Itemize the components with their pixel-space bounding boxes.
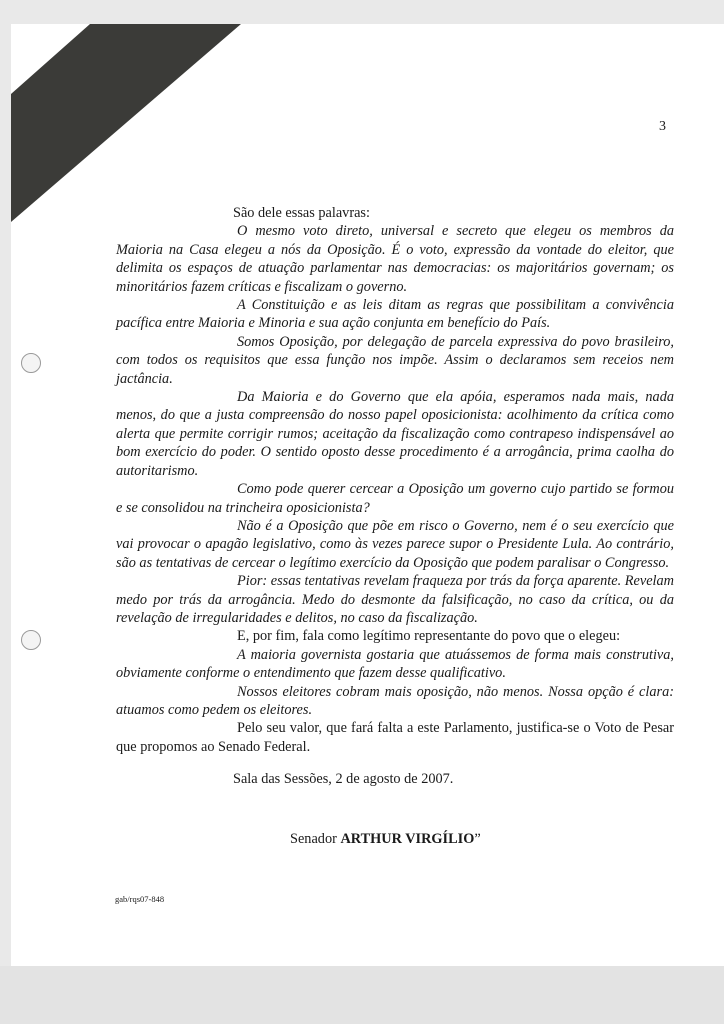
intro-line: São dele essas palavras: <box>233 205 370 221</box>
closing-line: Sala das Sessões, 2 de agosto de 2007. <box>233 771 454 787</box>
quote-paragraph: Como pode querer cercear a Oposição um governo cujo partido se formou e se consolidou na trincheira oposicionista? <box>116 481 674 516</box>
quote-paragraph: O mesmo voto direto, universal e secreto que elegeu os membros da Maioria na Casa elegeu a nós da Oposição. É o voto, expressão da vontade do eleitor, que delimita os espaços de atuação parlamentar nas democracias: os majoritários governam; os minoritários fazem críticas e fiscalizam o governo. <box>116 223 674 295</box>
signature-block <box>290 831 481 848</box>
quote-paragraph: Somos Oposição, por delegação de parcela expressiva do povo brasileiro, com todos os requisitos que essa função nos impõe. Assim o declaramos sem receios nem jactância. <box>116 333 674 387</box>
quote-paragraph: A maioria governista gostaria que atuássemos de forma mais construtiva, obviamente conforme o entendimento que fazem desse qualificativo. <box>116 646 674 682</box>
conclusion-paragraph: Pelo seu valor, que fará falta a este Parlamento, justifica-se o Voto de Pesar que propomos ao Senado Federal. <box>116 720 674 755</box>
transition-line: E, por fim, fala como legítimo representante do povo que o elegeu: <box>237 628 621 645</box>
signature-title: Senador <box>290 831 337 847</box>
punch-hole <box>21 353 41 373</box>
page-number: 3 <box>659 119 666 134</box>
quote-paragraph: Não é a Oposição que põe em risco o Governo, nem é o seu exercício que vai provocar o apagão legislativo, como às vezes parece supor o Presidente Lula. Ao contrário, são as tentativas de cercear o legítimo exercício da Oposição que podem paralisar o Congresso. <box>116 517 674 571</box>
letter-body <box>116 204 674 756</box>
quote-paragraph: A Constituição e as leis ditam as regras que possibilitam a convivência pacífica entre Maioria e Minoria e sua ação conjunta em benefício do País. <box>116 297 674 332</box>
document-reference: gab/rqs07-848 <box>115 894 165 904</box>
quote-paragraph: Da Maioria e do Governo que ela apóia, esperamos nada mais, nada menos, do que a justa compreensão do nosso papel oposicionista: acolhimento da crítica como alerta que permite corrigir rumos; aceitação da fiscalização como contrapeso indispensável ao bom exercício do poder. O sentido oposto desse procedimento é a arrogância, prima caolha do autoritarismo. <box>116 389 674 479</box>
document-page <box>11 24 724 966</box>
signature-quote: ” <box>474 831 481 847</box>
quote-paragraph: Nossos eleitores cobram mais oposição, não menos. Nossa opção é clara: atuamos como pedem os eleitores. <box>116 683 674 718</box>
scan-margin <box>0 966 724 1024</box>
mourning-ribbon <box>11 24 241 224</box>
punch-hole <box>21 630 41 650</box>
signature-name: ARTHUR VIRGÍLIO <box>340 831 475 847</box>
quote-paragraph: Pior: essas tentativas revelam fraqueza por trás da força aparente. Revelam medo por trás da arrogância. Medo do desmonte da falsificação, no caso da crítica, ou da revelação de irregularidades e delitos, no caso da fiscalização. <box>116 573 674 626</box>
